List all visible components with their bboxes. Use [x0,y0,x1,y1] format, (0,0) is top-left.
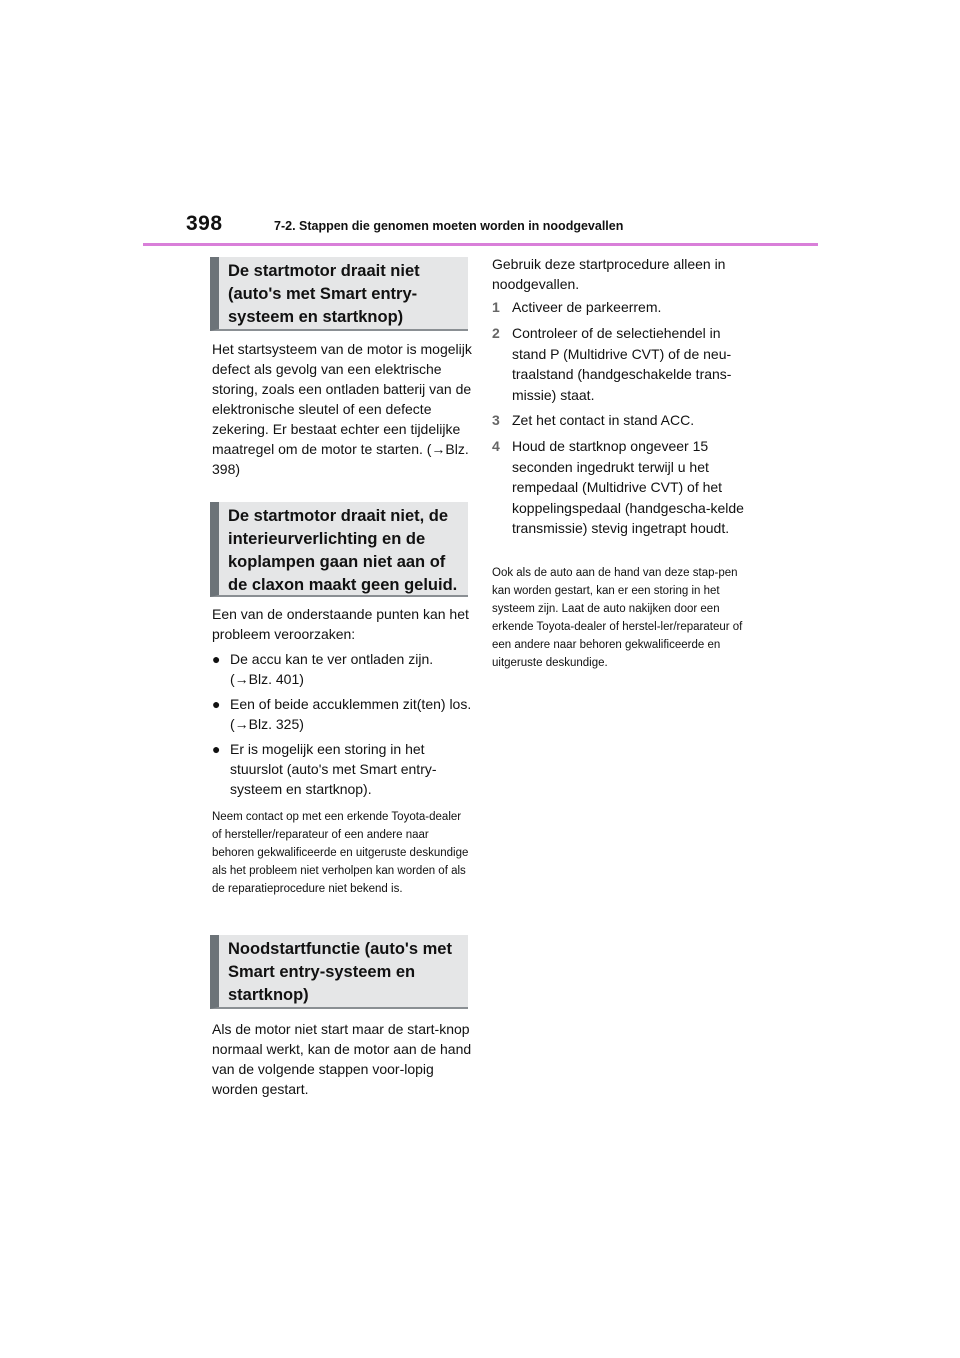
heading-starter-not-turning [210,257,468,331]
procedure-note: Ook als de auto aan de hand van deze stap-pen kan worden gestart, kan er een storing in het systeem zijn. Laat de auto nakijken door een erkende Toyota-dealer of herstel-ler/reparateur of een andere naar behoren gekwalificeerde en uitgeruste deskundige. [492,567,743,669]
step-item [492,410,752,431]
bullet-icon: ● [212,696,221,712]
heading-emergency-start [210,935,468,1009]
bullet-text: Er is mogelijk een storing in het stuurslot (auto's met Smart entry-systeem en startknop). [230,741,437,797]
step-number: 4 [492,438,500,454]
emergency-start-intro: Als de motor niet start maar de start-knop normaal werkt, kan de motor aan de hand van de volgende stappen voor-lopig worden gestart. [212,1021,472,1097]
step-text: Zet het contact in stand ACC. [512,412,695,428]
section-title: 7-2. Stappen die genomen moeten worden in noodgevallen [274,219,624,233]
bullet-icon: ● [212,741,221,757]
dealer-note: Neem contact op met een erkende Toyota-dealer of hersteller/reparateur of een andere naar behoren gekwalificeerde en uitgeruste deskundige als het probleem niet verholpen kan worden of als de reparatieprocedure niet bekend is. [212,811,469,895]
step-item [492,297,752,318]
bullet-text: De accu kan te ver ontladen zijn. (→Blz. 401) [230,651,434,687]
step-text: Houd de startknop ongeveer 15 seconden ingedrukt terwijl u het rempedaal (Multidrive CVT) of het koppelingspedaal (handgescha-kelde transmissie) stevig ingetrapt houdt. [512,438,744,536]
bullet-icon: ● [212,651,221,667]
heading-text: De startmotor draait niet, de interieurverlichting en de koplampen gaan niet aan of de claxon maakt geen geluid. [228,507,458,594]
intro-paragraph: Het startsysteem van de motor is mogelijk defect als gevolg van een elektrische storing, zoals een ontladen batterij van de elektronische sleutel of een defecte zekering. Er bestaat echter een tijdelijke maatregel om de motor te starten. (→Blz. 398) [212,341,472,477]
bullet-item [212,649,472,689]
step-text: Controleer of de selectiehendel in stand P (Multidrive CVT) of de neu-traalstand (handgeschakelde trans-missie) staat. [512,325,732,403]
heading-text: Noodstartfunctie (auto's met Smart entry-systeem en startknop) [228,940,452,1004]
step-item [492,436,752,539]
step-text: Activeer de parkeerrem. [512,299,662,315]
bullet-item [212,739,472,799]
causes-intro: Een van de onderstaande punten kan het probleem veroorzaken: [212,606,469,642]
step-number: 3 [492,412,500,428]
page-number: 398 [186,212,223,235]
heading-no-lights-no-horn [210,502,468,597]
bullet-item [212,694,472,734]
bullet-text: Een of beide accuklemmen zit(ten) los. (→Blz. 325) [230,696,472,732]
step-number: 2 [492,325,500,341]
step-number: 1 [492,299,500,315]
procedure-intro: Gebruik deze startprocedure alleen in noodgevallen. [492,256,726,292]
heading-text: De startmotor draait niet (auto's met Smart entry-systeem en startknop) [228,262,420,326]
header-divider [143,243,818,246]
step-item [492,323,752,405]
